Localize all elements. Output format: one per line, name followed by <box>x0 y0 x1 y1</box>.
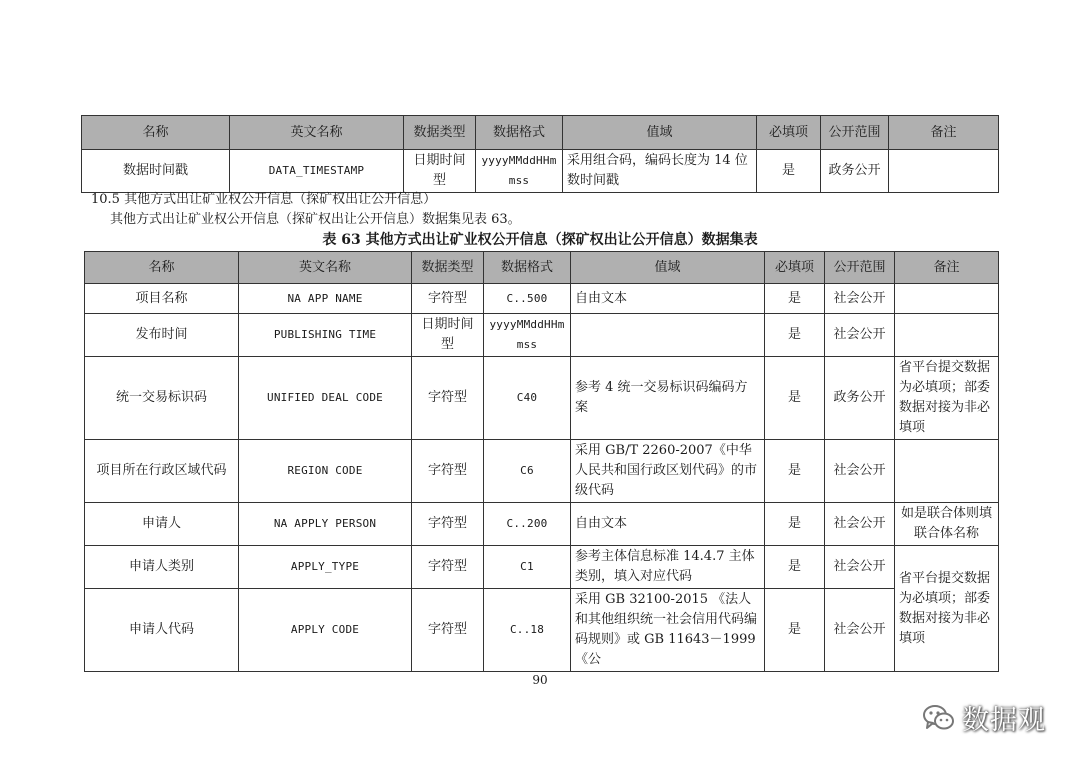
cell-format: yyyyMMddHHmmss <box>484 314 571 357</box>
cell-scope: 社会公开 <box>825 546 895 589</box>
cell-format: C6 <box>484 440 571 503</box>
table-63 <box>84 251 999 672</box>
cell-note <box>895 284 999 314</box>
cell-type: 日期时间型 <box>412 314 484 357</box>
cell-note <box>889 150 999 193</box>
cell-required: 是 <box>765 440 825 503</box>
cell-scope: 社会公开 <box>825 589 895 672</box>
cell-type: 字符型 <box>412 503 484 546</box>
watermark <box>922 698 1046 737</box>
header-note: 备注 <box>895 252 999 284</box>
cell-scope: 社会公开 <box>825 503 895 546</box>
cell-domain: 自由文本 <box>571 284 765 314</box>
cell-type: 日期时间型 <box>404 150 476 193</box>
table-row <box>82 150 999 193</box>
cell-format: yyyyMMddHHmmss <box>476 150 563 193</box>
table-row <box>85 357 999 440</box>
header-required: 必填项 <box>757 116 821 150</box>
table-row <box>85 589 999 672</box>
cell-scope: 政务公开 <box>825 357 895 440</box>
table-row <box>85 284 999 314</box>
cell-required: 是 <box>765 314 825 357</box>
cell-required: 是 <box>765 284 825 314</box>
header-scope: 公开范围 <box>825 252 895 284</box>
header-domain: 值域 <box>571 252 765 284</box>
cell-type: 字符型 <box>412 589 484 672</box>
cell-name: 申请人 <box>85 503 239 546</box>
cell-type: 字符型 <box>412 357 484 440</box>
table-row <box>85 314 999 357</box>
header-type: 数据类型 <box>412 252 484 284</box>
watermark-text: 数据观 <box>962 705 1046 736</box>
cell-name: 申请人类别 <box>85 546 239 589</box>
cell-en-name: APPLY CODE <box>239 589 412 672</box>
cell-note: 省平台提交数据为必填项；部委数据对接为非必填项 <box>895 546 999 672</box>
cell-format: C..18 <box>484 589 571 672</box>
cell-note: 如是联合体则填联合体名称 <box>895 503 999 546</box>
cell-domain: 参考 4 统一交易标识码编码方案 <box>571 357 765 440</box>
header-name: 名称 <box>82 116 230 150</box>
cell-en-name: NA APP NAME <box>239 284 412 314</box>
cell-note <box>895 314 999 357</box>
cell-en-name: REGION CODE <box>239 440 412 503</box>
cell-required: 是 <box>765 589 825 672</box>
header-scope: 公开范围 <box>821 116 889 150</box>
section-heading: 10.5 其他方式出让矿业权公开信息（探矿权出让公开信息） <box>91 192 437 207</box>
cell-format: C..500 <box>484 284 571 314</box>
cell-name: 项目所在行政区域代码 <box>85 440 239 503</box>
cell-en-name: UNIFIED DEAL CODE <box>239 357 412 440</box>
cell-domain: 采用 GB/T 2260-2007《中华人民共和国行政区划代码》的市级代码 <box>571 440 765 503</box>
cell-name: 项目名称 <box>85 284 239 314</box>
cell-format: C40 <box>484 357 571 440</box>
table-caption: 表 63 其他方式出让矿业权公开信息（探矿权出让公开信息）数据集表 <box>322 232 758 248</box>
table-row <box>85 440 999 503</box>
table-row <box>85 546 999 589</box>
table-header-row <box>82 116 999 150</box>
table-row <box>85 503 999 546</box>
cell-domain <box>571 314 765 357</box>
cell-type: 字符型 <box>412 284 484 314</box>
cell-format: C..200 <box>484 503 571 546</box>
table-1 <box>81 115 999 193</box>
header-name: 名称 <box>85 252 239 284</box>
header-en-name: 英文名称 <box>239 252 412 284</box>
cell-type: 字符型 <box>412 546 484 589</box>
cell-domain: 采用组合码，编码长度为 14 位数时间戳 <box>563 150 757 193</box>
header-type: 数据类型 <box>404 116 476 150</box>
header-en-name: 英文名称 <box>230 116 404 150</box>
cell-required: 是 <box>765 357 825 440</box>
cell-type: 字符型 <box>412 440 484 503</box>
cell-scope: 政务公开 <box>821 150 889 193</box>
page-number: 90 <box>532 673 548 687</box>
cell-en-name: PUBLISHING TIME <box>239 314 412 357</box>
cell-en-name: APPLY_TYPE <box>239 546 412 589</box>
cell-en-name: NA APPLY PERSON <box>239 503 412 546</box>
table-header-row <box>85 252 999 284</box>
cell-required: 是 <box>765 503 825 546</box>
cell-scope: 社会公开 <box>825 314 895 357</box>
cell-name: 数据时间戳 <box>82 150 230 193</box>
cell-en-name: DATA_TIMESTAMP <box>230 150 404 193</box>
header-format: 数据格式 <box>484 252 571 284</box>
cell-name: 申请人代码 <box>85 589 239 672</box>
cell-name: 统一交易标识码 <box>85 357 239 440</box>
cell-required: 是 <box>765 546 825 589</box>
header-note: 备注 <box>889 116 999 150</box>
cell-format: C1 <box>484 546 571 589</box>
cell-domain: 自由文本 <box>571 503 765 546</box>
cell-required: 是 <box>757 150 821 193</box>
wechat-icon <box>922 703 956 733</box>
cell-domain: 参考主体信息标准 14.4.7 主体类别，填入对应代码 <box>571 546 765 589</box>
header-domain: 值域 <box>563 116 757 150</box>
cell-scope: 社会公开 <box>825 284 895 314</box>
cell-scope: 社会公开 <box>825 440 895 503</box>
header-required: 必填项 <box>765 252 825 284</box>
section-intro: 其他方式出让矿业权公开信息（探矿权出让公开信息）数据集见表 63。 <box>110 212 521 227</box>
cell-note: 省平台提交数据为必填项；部委数据对接为非必填项 <box>895 357 999 440</box>
cell-name: 发布时间 <box>85 314 239 357</box>
cell-domain: 采用 GB 32100-2015 《法人和其他组织统一社会信用代码编码规则》或 GB 11643－1999《公 <box>571 589 765 672</box>
header-format: 数据格式 <box>476 116 563 150</box>
cell-note <box>895 440 999 503</box>
